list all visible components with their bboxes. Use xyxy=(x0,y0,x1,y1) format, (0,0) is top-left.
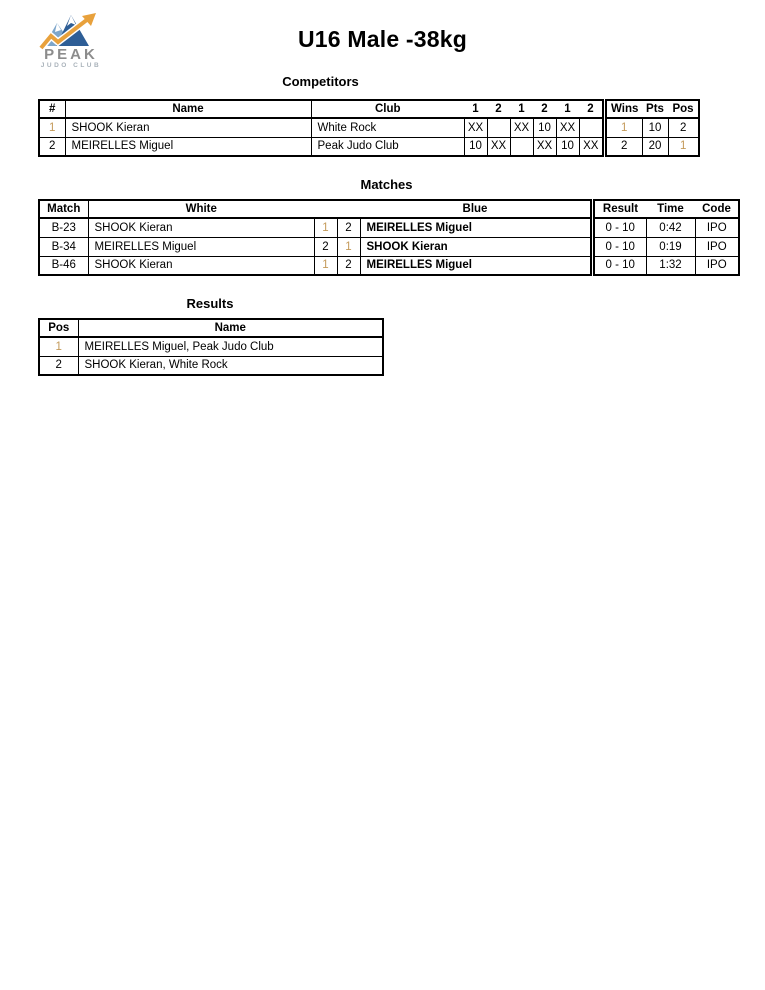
col-header-round: 2 xyxy=(487,100,510,118)
col-header-match: Match xyxy=(39,200,88,218)
pts-value: 20 xyxy=(642,137,668,156)
competitor-club: Peak Judo Club xyxy=(311,137,464,156)
match-code: IPO xyxy=(695,237,739,256)
match-code: IPO xyxy=(695,256,739,275)
match-row xyxy=(39,237,591,256)
white-competitor-number: 1 xyxy=(314,256,337,275)
col-header-pts: Pts xyxy=(642,100,668,118)
score-cell: XX xyxy=(510,118,533,137)
col-header-round: 1 xyxy=(556,100,579,118)
result-competitor: MEIRELLES Miguel, Peak Judo Club xyxy=(78,337,383,356)
col-header-name: Name xyxy=(78,319,383,337)
competitor-club: White Rock xyxy=(311,118,464,137)
col-header-number: # xyxy=(39,100,65,118)
pos-value: 2 xyxy=(668,118,699,137)
competitor-number: 1 xyxy=(39,118,65,137)
match-result-row xyxy=(594,237,739,256)
matches-section-title: Matches xyxy=(360,177,413,192)
col-header-result: Result xyxy=(594,200,646,218)
results-table xyxy=(38,318,384,376)
match-result: 0 - 10 xyxy=(594,256,646,275)
match-code: IPO xyxy=(695,218,739,237)
match-time: 0:19 xyxy=(646,237,695,256)
blue-competitor-name: MEIRELLES Miguel xyxy=(360,256,591,275)
standings-row xyxy=(606,118,699,137)
match-row xyxy=(39,256,591,275)
score-cell xyxy=(579,118,603,137)
white-competitor-number: 1 xyxy=(314,218,337,237)
matches-result-table xyxy=(593,199,740,276)
matches-header-row xyxy=(39,200,591,218)
pos-value: 1 xyxy=(668,137,699,156)
logo-club-subtitle: JUDO CLUB xyxy=(40,62,102,68)
white-competitor-name: SHOOK Kieran xyxy=(88,218,314,237)
score-cell: 10 xyxy=(464,137,487,156)
col-header-round: 1 xyxy=(510,100,533,118)
score-cell xyxy=(510,137,533,156)
pts-value: 10 xyxy=(642,118,668,137)
competitors-tables xyxy=(38,99,700,157)
match-result-header-row xyxy=(594,200,739,218)
competitor-name: MEIRELLES Miguel xyxy=(65,137,311,156)
match-time: 1:32 xyxy=(646,256,695,275)
col-header-round: 1 xyxy=(464,100,487,118)
result-competitor: SHOOK Kieran, White Rock xyxy=(78,356,383,375)
result-row xyxy=(39,356,383,375)
white-competitor-name: SHOOK Kieran xyxy=(88,256,314,275)
matches-table xyxy=(38,199,592,276)
competitors-header-row xyxy=(39,100,603,118)
standings-header-row xyxy=(606,100,699,118)
blue-competitor-number: 2 xyxy=(337,218,360,237)
col-header-round: 2 xyxy=(579,100,603,118)
match-result: 0 - 10 xyxy=(594,237,646,256)
logo-club-name: PEAK xyxy=(44,46,98,63)
col-header-white: White xyxy=(88,200,314,218)
wins-value: 2 xyxy=(606,137,642,156)
col-header-wins: Wins xyxy=(606,100,642,118)
blue-competitor-number: 2 xyxy=(337,256,360,275)
results-tables xyxy=(38,318,384,376)
score-cell: XX xyxy=(464,118,487,137)
col-header-code: Code xyxy=(695,200,739,218)
match-id: B-34 xyxy=(39,237,88,256)
white-competitor-number: 2 xyxy=(314,237,337,256)
col-header-blue-num xyxy=(337,200,360,218)
competitors-table xyxy=(38,99,604,157)
blue-competitor-name: SHOOK Kieran xyxy=(360,237,591,256)
competitors-section-title: Competitors xyxy=(282,74,359,89)
competitor-row xyxy=(39,137,603,156)
match-id: B-46 xyxy=(39,256,88,275)
blue-competitor-name: MEIRELLES Miguel xyxy=(360,218,591,237)
results-header-row xyxy=(39,319,383,337)
result-row xyxy=(39,337,383,356)
blue-competitor-number: 1 xyxy=(337,237,360,256)
result-position: 2 xyxy=(39,356,78,375)
col-header-pos: Pos xyxy=(39,319,78,337)
col-header-time: Time xyxy=(646,200,695,218)
score-cell: XX xyxy=(579,137,603,156)
competitors-standings-table xyxy=(605,99,700,157)
score-cell: 10 xyxy=(533,118,556,137)
match-result-row xyxy=(594,256,739,275)
score-cell xyxy=(487,118,510,137)
results-section-title: Results xyxy=(186,296,234,311)
col-header-blue: Blue xyxy=(360,200,591,218)
score-cell: XX xyxy=(487,137,510,156)
match-id: B-23 xyxy=(39,218,88,237)
match-row xyxy=(39,218,591,237)
match-time: 0:42 xyxy=(646,218,695,237)
score-cell: XX xyxy=(556,118,579,137)
col-header-white-num xyxy=(314,200,337,218)
competitor-number: 2 xyxy=(39,137,65,156)
standings-row xyxy=(606,137,699,156)
white-competitor-name: MEIRELLES Miguel xyxy=(88,237,314,256)
matches-tables xyxy=(38,199,740,276)
match-result-row xyxy=(594,218,739,237)
wins-value: 1 xyxy=(606,118,642,137)
match-result: 0 - 10 xyxy=(594,218,646,237)
col-header-club: Club xyxy=(311,100,464,118)
col-header-round: 2 xyxy=(533,100,556,118)
result-position: 1 xyxy=(39,337,78,356)
competitor-name: SHOOK Kieran xyxy=(65,118,311,137)
col-header-pos: Pos xyxy=(668,100,699,118)
score-cell: 10 xyxy=(556,137,579,156)
score-cell: XX xyxy=(533,137,556,156)
page-title: U16 Male -38kg xyxy=(298,26,467,52)
col-header-name: Name xyxy=(65,100,311,118)
competitor-row xyxy=(39,118,603,137)
